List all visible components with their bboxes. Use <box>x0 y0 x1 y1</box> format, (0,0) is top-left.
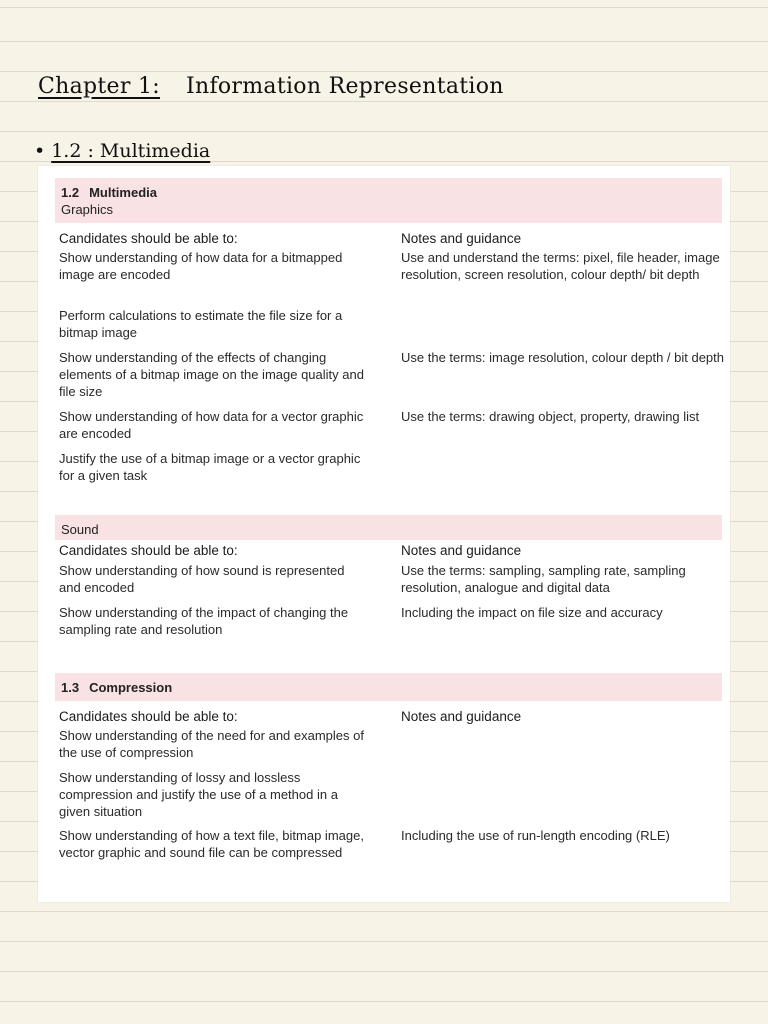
section-title: 1.2 : Multimedia <box>51 140 211 162</box>
col-header-notes: Notes and guidance <box>401 543 522 558</box>
objective-text: Show understanding of how data for a vector graphic are encoded <box>59 409 364 441</box>
objective-text: Show understanding of the impact of changing the sampling rate and resolution <box>59 605 349 637</box>
objective-text: Justify the use of a bitmap image or a vector graphic for a given task <box>59 451 361 483</box>
objective-text: Show understanding of how sound is represented and encoded <box>59 563 345 595</box>
col-header-candidates: Candidates should be able to: <box>59 543 238 558</box>
objective-text: Show understanding of how a text file, bitmap image, vector graphic and sound file can be compressed <box>59 828 364 860</box>
col-header-notes: Notes and guidance <box>401 231 522 246</box>
objective-text: Show understanding of lossy and lossless compression and justify the use of a method in a given situation <box>59 770 338 819</box>
section-heading <box>34 140 210 162</box>
guidance-text: Including the use of run-length encoding (RLE) <box>401 828 670 843</box>
col-header-candidates: Candidates should be able to: <box>59 709 238 724</box>
section-heading-text: Multimedia <box>89 185 157 200</box>
objective-text: Perform calculations to estimate the file size for a bitmap image <box>59 308 343 340</box>
guidance-text: Use and understand the terms: pixel, file header, image resolution, screen resolution, colour depth/ bit depth <box>401 250 720 282</box>
guidance-text: Use the terms: image resolution, colour depth / bit depth <box>401 350 725 365</box>
chapter-label: Chapter 1: <box>38 74 160 99</box>
guidance-text: Use the terms: sampling, sampling rate, sampling resolution, analogue and digital data <box>401 563 686 595</box>
col-header-candidates: Candidates should be able to: <box>59 231 238 246</box>
guidance-text: Use the terms: drawing object, property, drawing list <box>401 409 700 424</box>
section-heading-text: Compression <box>89 680 173 695</box>
subheading-graphics: Graphics <box>61 202 114 217</box>
bullet-icon: • <box>34 140 46 162</box>
objective-text: Show understanding of how data for a bitmapped image are encoded <box>59 250 343 282</box>
guidance-text: Including the impact on file size and accuracy <box>401 605 663 620</box>
subheading-sound: Sound <box>61 522 99 537</box>
col-header-notes: Notes and guidance <box>401 709 522 724</box>
section-band-1-3 <box>55 673 722 701</box>
objective-text: Show understanding of the effects of changing elements of a bitmap image on the image quality and file size <box>59 350 364 399</box>
section-number: 1.2 <box>61 185 80 200</box>
section-band-1-2 <box>55 178 722 223</box>
syllabus-pasted-sheet <box>38 166 730 902</box>
section-band-sound <box>55 515 722 540</box>
section-number: 1.3 <box>61 680 80 695</box>
chapter-title <box>38 74 504 99</box>
objective-text: Show understanding of the need for and examples of the use of compression <box>59 728 364 760</box>
chapter-subject: Information Representation <box>185 74 504 99</box>
